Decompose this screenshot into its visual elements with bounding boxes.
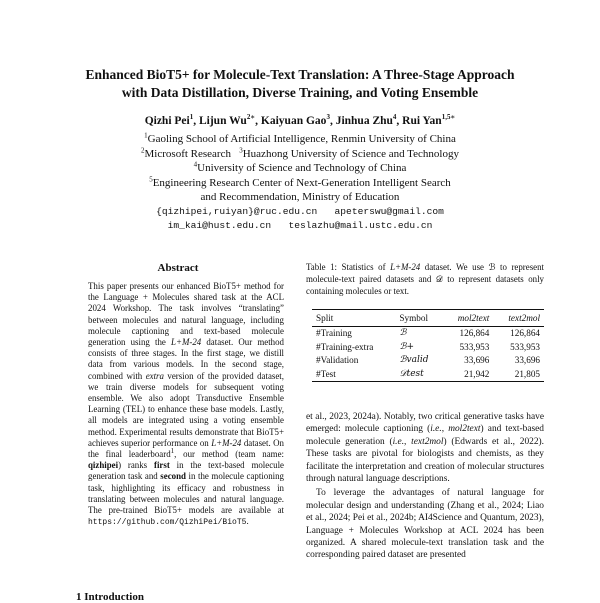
table-cell: 33,696 (464, 355, 490, 365)
table-cell: 21,805 (514, 368, 540, 379)
author-sep: , (193, 115, 199, 127)
table-row (312, 368, 544, 382)
author-name: Lijun Wu (198, 115, 247, 127)
caption-text: to represent molecule-text paired datasets and (306, 262, 544, 284)
dataset-name: L+M-24 (211, 437, 242, 448)
email-link[interactable]: im_kai@hust.edu.cn (167, 220, 272, 231)
rank-first: first (154, 460, 170, 471)
table-header-row (312, 310, 544, 327)
body-text: , (404, 436, 412, 447)
author-sup: 1,5∗ (441, 113, 456, 122)
email-link[interactable]: {qizhipei,ruiyan}@ruc.edu.cn (156, 206, 318, 217)
emphasis-text: i.e. (392, 436, 405, 447)
table-cell: ℬ+ (399, 341, 415, 352)
table-cell: #Test (316, 368, 336, 379)
caption-text: to represent datasets only containing molecules or text. (306, 273, 544, 296)
affiliation-num: 4 (193, 160, 198, 169)
table-cell: 533,953 (510, 341, 540, 352)
table-cell: 33,696 (514, 355, 540, 365)
dataset-name: L+M-24 (390, 262, 421, 272)
rank-second: second (160, 471, 186, 482)
author-sup: 3 (326, 113, 330, 122)
dataset-name: L+M-24 (171, 337, 202, 348)
affiliation-text: University of Science and Technology of China (197, 162, 407, 175)
task-name: text2mol (411, 436, 444, 447)
author-sup: 2∗ (246, 113, 256, 122)
column-header: Split (316, 313, 334, 323)
affiliation-text: Huazhong University of Science and Technology (242, 147, 459, 160)
affiliation-text: Engineering Research Center of Next-Generation Intelligent Search (152, 176, 451, 189)
table-cell: ℬvalid (399, 355, 429, 365)
table-cell: #Training-extra (316, 341, 374, 352)
email-link[interactable]: apeterswu@gmail.com (334, 206, 444, 217)
author-name: Qizhi Pei (144, 115, 190, 127)
table-cell: 126,864 (510, 328, 540, 338)
affiliation-num: 1 (144, 131, 148, 140)
author-name: Jinhua Zhu (335, 115, 393, 127)
table-cell: 𝒟test (399, 368, 424, 379)
affiliation-num: 5 (149, 175, 153, 184)
abstract-body (88, 281, 284, 528)
abstract-text: dataset. On the final leaderboard (88, 437, 284, 460)
table-cell: 126,864 (459, 328, 490, 338)
body-text: ) and text-based molecule generation ( (306, 424, 544, 447)
email-block (40, 205, 560, 233)
body-paragraph (306, 411, 544, 485)
affiliation-num: 3 (239, 145, 243, 154)
title-line-2: with Data Distillation, Diverse Training, and Voting Ensemble (121, 85, 479, 100)
table-cell: #Training (316, 328, 352, 338)
statistics-table (312, 309, 544, 382)
author-sep: , (329, 115, 336, 127)
paper-title (40, 66, 560, 102)
emphasis-text: i.e. (430, 424, 442, 435)
author-list (40, 114, 560, 128)
affiliations (40, 132, 560, 205)
table-caption (306, 262, 544, 297)
affiliation-num: 2 (141, 145, 145, 154)
abstract-text: in the text-based molecule generation task and (88, 460, 284, 482)
column-header: text2mol (508, 313, 540, 323)
column-header: Symbol (399, 313, 429, 323)
email-link[interactable]: teslazhu@mail.ustc.edu.cn (288, 220, 433, 231)
math-symbol: ℬ (488, 262, 496, 272)
author-sep: , (396, 115, 403, 127)
abstract-text: This paper presents our enhanced BioT5+ method for the Language + Molecules shared task at the ACL 2024 Workshop. The task involves “translating” between molecules and natural language, including molecule captioning and text-based molecule generation using the (88, 281, 284, 348)
abstract-text: dataset. Our method consists of three stages. In the first stage, we distill data from various models. In the second stage, combined with (88, 337, 284, 381)
table-row (312, 354, 544, 368)
column-header: mol2text (457, 313, 490, 323)
table-row (312, 341, 544, 355)
right-column-body (306, 411, 544, 564)
table-cell: ℬ (399, 328, 407, 338)
author-name: Rui Yan (402, 115, 442, 127)
body-paragraph: To leverage the advantages of natural language for molecular design and understanding (Zhang et al., 2024; Liao et al., 2024; Pei et al., 2024b; AI4Science and Quantum, 2023), Language + Molecules Workshop at ACL 2024 has been organized. A shared molecule-text translation task and the corresponding paired dataset are presented (306, 488, 544, 561)
author-sep: , (255, 115, 261, 127)
emphasis-text: extra (145, 370, 164, 381)
abstract-text: , our method (team name: (174, 449, 284, 460)
footnote-mark[interactable]: 1 (170, 447, 175, 456)
affiliation-5 (40, 176, 560, 191)
affiliation-2-3 (40, 147, 560, 162)
body-text: ) (Edwards et al., 2022). These tasks are pivotal for biologists and chemists, as they facilitate the interpretation and creation of molecular structures through natural language descriptions. (306, 436, 544, 485)
section-heading-introduction: 1 Introduction (76, 591, 144, 603)
caption-text: Table 1: Statistics of (306, 262, 391, 272)
math-symbol: 𝒟 (435, 273, 443, 284)
affiliation-1 (40, 132, 560, 147)
affiliation-text: Gaoling School of Artificial Intelligence, Renmin University of China (147, 133, 456, 145)
abstract-text: version of the provided dataset, we train diverse models for subsequent voting ensemble. We also adopt Transductive Ensemble Learning (TEL) to enhance these base models. Lastly, all models are integrated using a voting ensemble method. Experimental results demonstrate that BioT5+ achieves superior performance on (88, 370, 284, 448)
author-name: Kaiyuan Gao (260, 115, 327, 127)
author-sup: 4 (392, 113, 397, 122)
abstract-text: in the molecule captioning task, highlighting its efficacy and robustness in translating between molecules and natural language. The pre-trained BioT5+ models are available at (88, 471, 284, 516)
abstract-heading: Abstract (157, 262, 199, 274)
body-text: et al., 2023, 2024a). Notably, two critical generative tasks have emerged: molecule captioning ( (306, 412, 544, 435)
table-row (312, 327, 544, 341)
affiliation-text: Microsoft Research (144, 147, 231, 160)
table-cell: 533,953 (459, 341, 490, 352)
title-line-1: Enhanced BioT5+ for Molecule-Text Translation: A Three-Stage Approach (85, 67, 515, 82)
body-text: , (441, 424, 449, 435)
table-cell: #Validation (316, 355, 359, 365)
caption-text: dataset. We use (420, 262, 489, 272)
author-sup: 1 (189, 113, 194, 122)
task-name: mol2text (448, 424, 481, 435)
github-link[interactable]: https://github.com/QizhiPei/BioT5 (88, 518, 247, 528)
affiliation-4 (40, 161, 560, 176)
abstract-text: . (246, 516, 249, 527)
team-name: qizhipei (88, 460, 119, 471)
abstract-text: ) ranks (118, 460, 155, 471)
affiliation-5-cont: and Recommendation, Ministry of Education (200, 191, 400, 204)
table-cell: 21,942 (464, 368, 490, 379)
